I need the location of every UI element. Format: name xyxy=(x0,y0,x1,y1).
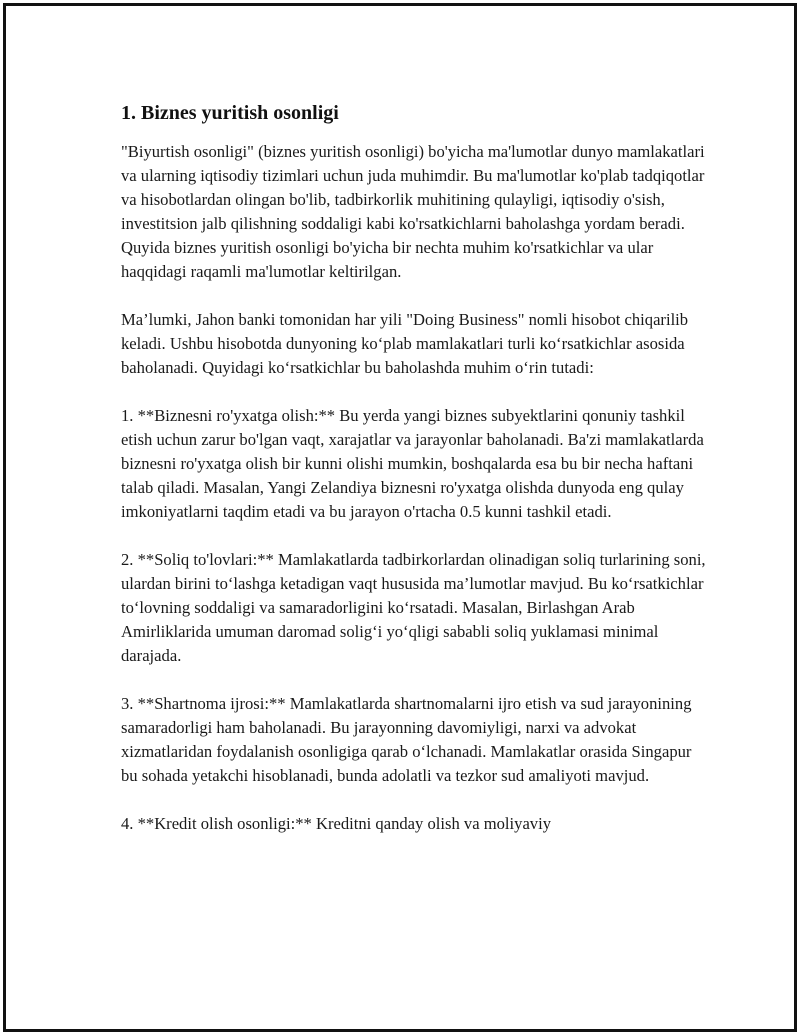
section-heading: 1. Biznes yuritish osonligi xyxy=(121,102,339,124)
page-frame xyxy=(3,3,797,1032)
paragraph-item-2: 2. **Soliq to'lovlari:** Mamlakatlarda tadbirkorlardan olinadigan soliq turlarining soni, ulardan birini to‘lashga ketadigan vaqt hususida ma’lumotlar mavjud. Bu ko‘rsatkichlar to‘lovning soddaligi va samaradorligini ko‘rsatadi. Masalan, Birlashgan Arab Amirliklarida umuman daromad solig‘i yo‘qligi sababli soliq yuklamasi minimal darajada. xyxy=(121,550,706,665)
paragraph-intro: "Biyurtish osonligi" (biznes yuritish osonligi) bo'yicha ma'lumotlar dunyo mamlakatlari va ularning iqtisodiy tizimlari uchun juda muhimdir. Bu ma'lumotlar ko'plab tadqiqotlar va hisobotlardan olingan bo'lib, tadbirkorlik muhitining qulayligi, iqtisodiy o'sish, investitsion jalb qilishning soddaligi kabi ko'rsatkichlarni baholashga yordam beradi. Quyida biznes yuritish osonligi bo'yicha bir nechta muhim ko'rsatkichlar va ular haqqidagi raqamli ma'lumotlar keltirilgan. xyxy=(121,142,705,281)
document-body xyxy=(121,100,711,836)
paragraph-item-3: 3. **Shartnoma ijrosi:** Mamlakatlarda shartnomalarni ijro etish va sud jarayonining samaradorligi ham baholanadi. Bu jarayonning davomiyligi, narxi va advokat xizmatlaridan foydalanish osonligiga qarab o‘lchanadi. Mamlakatlar orasida Singapur bu sohada yetakchi hisoblanadi, bunda adolatli va tezkor sud amaliyoti mavjud. xyxy=(121,694,692,785)
paragraph-doing-business: Ma’lumki, Jahon banki tomonidan har yili "Doing Business" nomli hisobot chiqarilib keladi. Ushbu hisobotda dunyoning ko‘plab mamlakatlari turli ko‘rsatkichlar asosida baholanadi. Quyidagi ko‘rsatkichlar bu baholashda muhim o‘rin tutadi: xyxy=(121,310,689,377)
paragraph-item-1: 1. **Biznesni ro'yxatga olish:** Bu yerda yangi biznes subyektlarini qonuniy tashkil etish uchun zarur bo'lgan vaqt, xarajatlar va jarayonlar baholanadi. Ba'zi mamlakatlarda biznesni ro'yxatga olish bir kunni olishi mumkin, boshqalarda esa bu bir necha haftani talab qiladi. Masalan, Yangi Zelandiya biznesni ro'yxatga olishda dunyoda eng qulay imkoniyatlarni taqdim etadi va bu jarayon o'rtacha 0.5 kunni tashkil etadi. xyxy=(121,406,704,521)
paragraph-item-4: 4. **Kredit olish osonligi:** Kreditni qanday olish va moliyaviy xyxy=(121,814,552,833)
